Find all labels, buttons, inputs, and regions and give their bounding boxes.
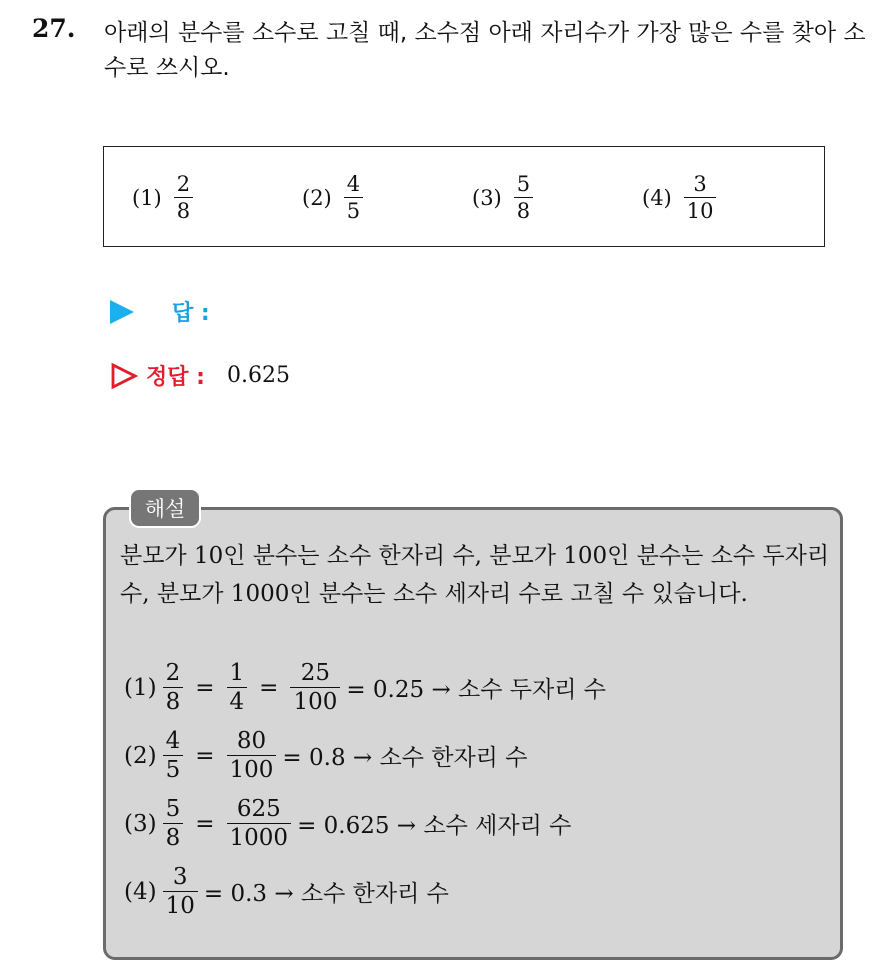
- denominator: 8: [165, 689, 181, 716]
- denominator: 1000: [229, 825, 289, 852]
- choice-label: (3): [472, 185, 502, 210]
- numerator: 625: [236, 796, 281, 822]
- line-label: (4): [124, 878, 157, 905]
- equals-sign: =: [195, 810, 215, 837]
- explanation-line-3: [124, 795, 571, 852]
- denominator: 100: [293, 689, 338, 716]
- explanation-line-2: [124, 727, 527, 784]
- fraction: [227, 659, 248, 716]
- correct-answer-row: [110, 360, 290, 391]
- answer-row: [110, 296, 210, 327]
- choice-label: (1): [132, 185, 162, 210]
- correct-answer-value: 0.625: [226, 363, 290, 388]
- numerator: 2: [165, 660, 181, 686]
- denominator: 4: [229, 689, 245, 716]
- denominator: 10: [165, 893, 195, 920]
- fraction: [227, 727, 277, 784]
- fraction: [163, 727, 184, 784]
- numerator: 4: [346, 172, 361, 196]
- numerator: 3: [693, 172, 707, 196]
- fraction: [163, 863, 198, 920]
- denominator: 8: [516, 199, 531, 224]
- line-result: = 0.625 → 소수 세자리 수: [297, 813, 572, 840]
- correct-answer-label: 정답 :: [146, 365, 205, 390]
- numerator: 2: [176, 172, 191, 196]
- choice-fraction: [174, 171, 193, 224]
- denominator: 100: [229, 757, 274, 784]
- denominator: 5: [165, 757, 181, 784]
- outline-triangle-icon: [110, 362, 138, 390]
- fraction: [163, 659, 184, 716]
- choice-fraction: [344, 171, 363, 224]
- line-result: = 0.3 → 소수 한자리 수: [203, 881, 449, 908]
- numerator: 4: [165, 728, 181, 754]
- choice-fraction: [514, 171, 533, 224]
- explanation-line-4: [124, 863, 449, 920]
- equals-sign: =: [195, 742, 215, 769]
- question-text: 아래의 분수를 소수로 고칠 때, 소수점 아래 자리수가 가장 많은 수를 찾아 소수로 쓰시오.: [104, 20, 866, 81]
- fraction: [290, 659, 340, 716]
- numerator: 25: [300, 660, 331, 686]
- fraction: [163, 795, 184, 852]
- line-result: = 0.8 → 소수 한자리 수: [282, 745, 528, 772]
- choice-4: [642, 171, 716, 224]
- numerator: 80: [236, 728, 267, 754]
- fraction: [227, 795, 292, 852]
- choices-box: [103, 146, 825, 247]
- choice-label: (4): [642, 185, 672, 210]
- choice-3: [472, 171, 533, 224]
- numerator: 5: [165, 796, 181, 822]
- choice-fraction: [684, 171, 717, 224]
- numerator: 1: [229, 660, 245, 686]
- numerator: 5: [516, 172, 531, 196]
- line-result: = 0.25 → 소수 두자리 수: [346, 677, 606, 704]
- line-label: (2): [124, 742, 157, 769]
- question-number: 27.: [32, 14, 76, 43]
- line-label: (1): [124, 674, 157, 701]
- answer-label: 답 :: [172, 301, 210, 326]
- denominator: 10: [686, 199, 714, 224]
- line-label: (3): [124, 810, 157, 837]
- equals-sign: =: [259, 674, 279, 701]
- denominator: 8: [176, 199, 191, 224]
- numerator: 3: [172, 864, 188, 890]
- denominator: 5: [346, 199, 361, 224]
- choice-label: (2): [302, 185, 332, 210]
- choice-2: [302, 171, 363, 224]
- explanation-intro: 분모가 10인 분수는 소수 한자리 수, 분모가 100인 분수는 소수 두자리 수, 분모가 1000인 분수는 소수 세자리 수로 고칠 수 있습니다.: [120, 543, 830, 607]
- equals-sign: =: [195, 674, 215, 701]
- denominator: 8: [165, 825, 181, 852]
- choice-1: [132, 171, 193, 224]
- play-triangle-icon: [110, 300, 134, 324]
- explanation-line-1: [124, 659, 606, 716]
- explanation-tab: 해설: [129, 488, 201, 528]
